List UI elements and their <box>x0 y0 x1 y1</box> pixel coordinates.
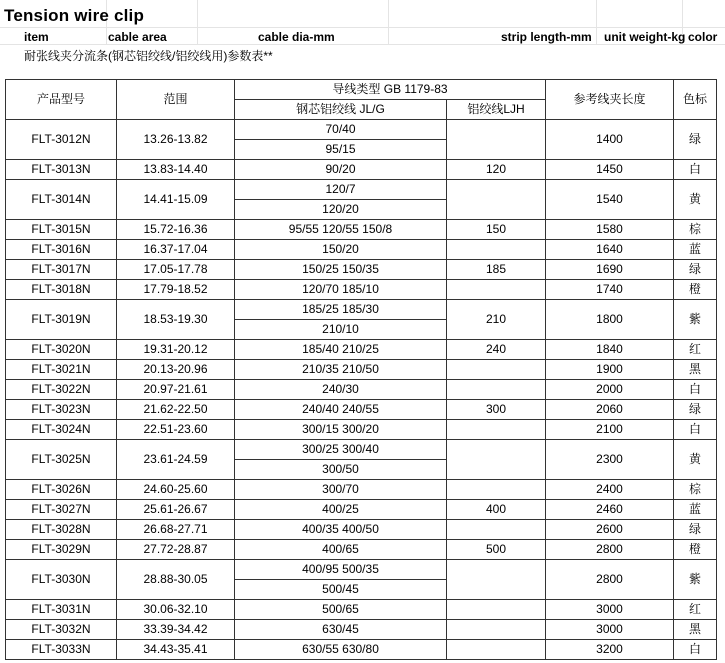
length-cell: 2100 <box>546 420 674 440</box>
color-code-cell: 白 <box>674 420 717 440</box>
model-cell: FLT-3024N <box>6 420 117 440</box>
aac-cell <box>447 480 546 500</box>
header-cable-dia: cable dia-mm <box>258 30 335 44</box>
acsr-cell: 95/15 <box>235 140 447 160</box>
table-row <box>6 500 717 520</box>
table-row <box>6 480 717 500</box>
aac-cell <box>447 600 546 620</box>
model-cell: FLT-3020N <box>6 340 117 360</box>
range-cell: 15.72-16.36 <box>117 220 235 240</box>
color-code-cell: 橙 <box>674 280 717 300</box>
aac-cell <box>447 380 546 400</box>
col-acsr-header: 钢芯铝绞线 JL/G <box>235 100 447 120</box>
acsr-cell: 185/25 185/30 <box>235 300 447 320</box>
model-cell: FLT-3013N <box>6 160 117 180</box>
table-row <box>6 180 717 200</box>
table-row <box>6 440 717 460</box>
grid-line <box>197 0 198 45</box>
aac-cell: 210 <box>447 300 546 340</box>
range-cell: 20.13-20.96 <box>117 360 235 380</box>
range-cell: 19.31-20.12 <box>117 340 235 360</box>
range-cell: 33.39-34.42 <box>117 620 235 640</box>
acsr-cell: 300/25 300/40 <box>235 440 447 460</box>
header-color: color <box>688 30 718 44</box>
color-code-cell: 蓝 <box>674 240 717 260</box>
color-code-cell: 红 <box>674 600 717 620</box>
color-code-cell: 绿 <box>674 520 717 540</box>
table-row <box>6 380 717 400</box>
color-code-cell: 紫 <box>674 560 717 600</box>
aac-cell <box>447 120 546 160</box>
grid-line <box>0 44 725 45</box>
header-cable-area: cable area <box>108 30 167 44</box>
col-range-header: 范围 <box>117 80 235 120</box>
table-row <box>6 400 717 420</box>
color-code-cell: 绿 <box>674 260 717 280</box>
parameter-table <box>5 79 717 660</box>
length-cell: 1800 <box>546 300 674 340</box>
aac-cell: 400 <box>447 500 546 520</box>
col-model-header: 产品型号 <box>6 80 117 120</box>
acsr-cell: 150/25 150/35 <box>235 260 447 280</box>
aac-cell <box>447 560 546 600</box>
acsr-cell: 240/40 240/55 <box>235 400 447 420</box>
acsr-cell: 120/7 <box>235 180 447 200</box>
range-cell: 30.06-32.10 <box>117 600 235 620</box>
model-cell: FLT-3026N <box>6 480 117 500</box>
table-row <box>6 280 717 300</box>
model-cell: FLT-3021N <box>6 360 117 380</box>
range-cell: 25.61-26.67 <box>117 500 235 520</box>
model-cell: FLT-3030N <box>6 560 117 600</box>
aac-cell <box>447 440 546 480</box>
color-code-cell: 黄 <box>674 180 717 220</box>
length-cell: 1840 <box>546 340 674 360</box>
range-cell: 27.72-28.87 <box>117 540 235 560</box>
aac-cell <box>447 280 546 300</box>
table-row <box>6 640 717 660</box>
acsr-cell: 210/10 <box>235 320 447 340</box>
length-cell: 1740 <box>546 280 674 300</box>
aac-cell <box>447 620 546 640</box>
length-cell: 2800 <box>546 540 674 560</box>
acsr-cell: 500/45 <box>235 580 447 600</box>
acsr-cell: 400/25 <box>235 500 447 520</box>
range-cell: 24.60-25.60 <box>117 480 235 500</box>
range-cell: 17.79-18.52 <box>117 280 235 300</box>
acsr-cell: 400/35 400/50 <box>235 520 447 540</box>
length-cell: 3000 <box>546 620 674 640</box>
color-code-cell: 红 <box>674 340 717 360</box>
acsr-cell: 630/45 <box>235 620 447 640</box>
table-row <box>6 120 717 140</box>
length-cell: 2060 <box>546 400 674 420</box>
length-cell: 1690 <box>546 260 674 280</box>
acsr-cell: 120/70 185/10 <box>235 280 447 300</box>
aac-cell <box>447 640 546 660</box>
range-cell: 21.62-22.50 <box>117 400 235 420</box>
acsr-cell: 95/55 120/55 150/8 <box>235 220 447 240</box>
model-cell: FLT-3022N <box>6 380 117 400</box>
length-cell: 2400 <box>546 480 674 500</box>
acsr-cell: 90/20 <box>235 160 447 180</box>
model-cell: FLT-3029N <box>6 540 117 560</box>
model-cell: FLT-3017N <box>6 260 117 280</box>
col-aac-header: 铝绞线LJH <box>447 100 546 120</box>
range-cell: 28.88-30.05 <box>117 560 235 600</box>
color-code-cell: 黑 <box>674 360 717 380</box>
table-row <box>6 260 717 280</box>
model-cell: FLT-3028N <box>6 520 117 540</box>
model-cell: FLT-3023N <box>6 400 117 420</box>
length-cell: 1450 <box>546 160 674 180</box>
grid-line <box>596 0 597 45</box>
table-row <box>6 220 717 240</box>
color-code-cell: 白 <box>674 380 717 400</box>
acsr-cell: 185/40 210/25 <box>235 340 447 360</box>
table-row <box>6 420 717 440</box>
length-cell: 1640 <box>546 240 674 260</box>
length-cell: 1400 <box>546 120 674 160</box>
model-cell: FLT-3027N <box>6 500 117 520</box>
col-wire-type-header: 导线类型 GB 1179-83 <box>235 80 546 100</box>
model-cell: FLT-3014N <box>6 180 117 220</box>
color-code-cell: 绿 <box>674 400 717 420</box>
color-code-cell: 黄 <box>674 440 717 480</box>
model-cell: FLT-3016N <box>6 240 117 260</box>
acsr-cell: 400/95 500/35 <box>235 560 447 580</box>
acsr-cell: 70/40 <box>235 120 447 140</box>
model-cell: FLT-3025N <box>6 440 117 480</box>
color-code-cell: 棕 <box>674 480 717 500</box>
length-cell: 2460 <box>546 500 674 520</box>
table-row <box>6 520 717 540</box>
range-cell: 22.51-23.60 <box>117 420 235 440</box>
length-cell: 1580 <box>546 220 674 240</box>
model-cell: FLT-3033N <box>6 640 117 660</box>
aac-cell: 300 <box>447 400 546 420</box>
color-code-cell: 绿 <box>674 120 717 160</box>
model-cell: FLT-3015N <box>6 220 117 240</box>
length-cell: 3000 <box>546 600 674 620</box>
table-row <box>6 620 717 640</box>
grid-line <box>0 27 725 28</box>
col-color-header: 色标 <box>674 80 717 120</box>
range-cell: 20.97-21.61 <box>117 380 235 400</box>
acsr-cell: 300/50 <box>235 460 447 480</box>
range-cell: 26.68-27.71 <box>117 520 235 540</box>
range-cell: 16.37-17.04 <box>117 240 235 260</box>
aac-cell <box>447 360 546 380</box>
acsr-cell: 210/35 210/50 <box>235 360 447 380</box>
table-row <box>6 300 717 320</box>
table-row <box>6 560 717 580</box>
model-cell: FLT-3019N <box>6 300 117 340</box>
color-code-cell: 紫 <box>674 300 717 340</box>
model-cell: FLT-3012N <box>6 120 117 160</box>
acsr-cell: 240/30 <box>235 380 447 400</box>
aac-cell <box>447 420 546 440</box>
aac-cell: 120 <box>447 160 546 180</box>
table-subtitle: 耐张线夹分流条(钢芯铝绞线/铝绞线用)参数表** <box>24 49 273 63</box>
range-cell: 34.43-35.41 <box>117 640 235 660</box>
color-code-cell: 橙 <box>674 540 717 560</box>
range-cell: 23.61-24.59 <box>117 440 235 480</box>
grid-line <box>388 0 389 45</box>
page-title: Tension wire clip <box>4 6 145 25</box>
table-row <box>6 540 717 560</box>
acsr-cell: 150/20 <box>235 240 447 260</box>
length-cell: 1900 <box>546 360 674 380</box>
aac-cell: 150 <box>447 220 546 240</box>
header-item: item <box>24 30 49 44</box>
color-code-cell: 白 <box>674 160 717 180</box>
table-row <box>6 160 717 180</box>
col-length-header: 参考线夹长度 <box>546 80 674 120</box>
aac-cell <box>447 520 546 540</box>
acsr-cell: 120/20 <box>235 200 447 220</box>
color-code-cell: 白 <box>674 640 717 660</box>
range-cell: 14.41-15.09 <box>117 180 235 220</box>
acsr-cell: 630/55 630/80 <box>235 640 447 660</box>
aac-cell: 240 <box>447 340 546 360</box>
table-row <box>6 360 717 380</box>
length-cell: 2300 <box>546 440 674 480</box>
acsr-cell: 300/15 300/20 <box>235 420 447 440</box>
range-cell: 17.05-17.78 <box>117 260 235 280</box>
model-cell: FLT-3032N <box>6 620 117 640</box>
aac-cell: 185 <box>447 260 546 280</box>
table-row <box>6 340 717 360</box>
length-cell: 2800 <box>546 560 674 600</box>
model-cell: FLT-3031N <box>6 600 117 620</box>
acsr-cell: 500/65 <box>235 600 447 620</box>
length-cell: 2600 <box>546 520 674 540</box>
color-code-cell: 蓝 <box>674 500 717 520</box>
table-row <box>6 600 717 620</box>
color-code-cell: 棕 <box>674 220 717 240</box>
color-code-cell: 黑 <box>674 620 717 640</box>
acsr-cell: 300/70 <box>235 480 447 500</box>
length-cell: 2000 <box>546 380 674 400</box>
model-cell: FLT-3018N <box>6 280 117 300</box>
range-cell: 13.26-13.82 <box>117 120 235 160</box>
table-row <box>6 240 717 260</box>
range-cell: 13.83-14.40 <box>117 160 235 180</box>
aac-cell <box>447 180 546 220</box>
aac-cell: 500 <box>447 540 546 560</box>
length-cell: 1540 <box>546 180 674 220</box>
length-cell: 3200 <box>546 640 674 660</box>
range-cell: 18.53-19.30 <box>117 300 235 340</box>
acsr-cell: 400/65 <box>235 540 447 560</box>
aac-cell <box>447 240 546 260</box>
header-unit-weight: unit weight-kg <box>604 30 686 44</box>
header-strip-length: strip length-mm <box>501 30 592 44</box>
